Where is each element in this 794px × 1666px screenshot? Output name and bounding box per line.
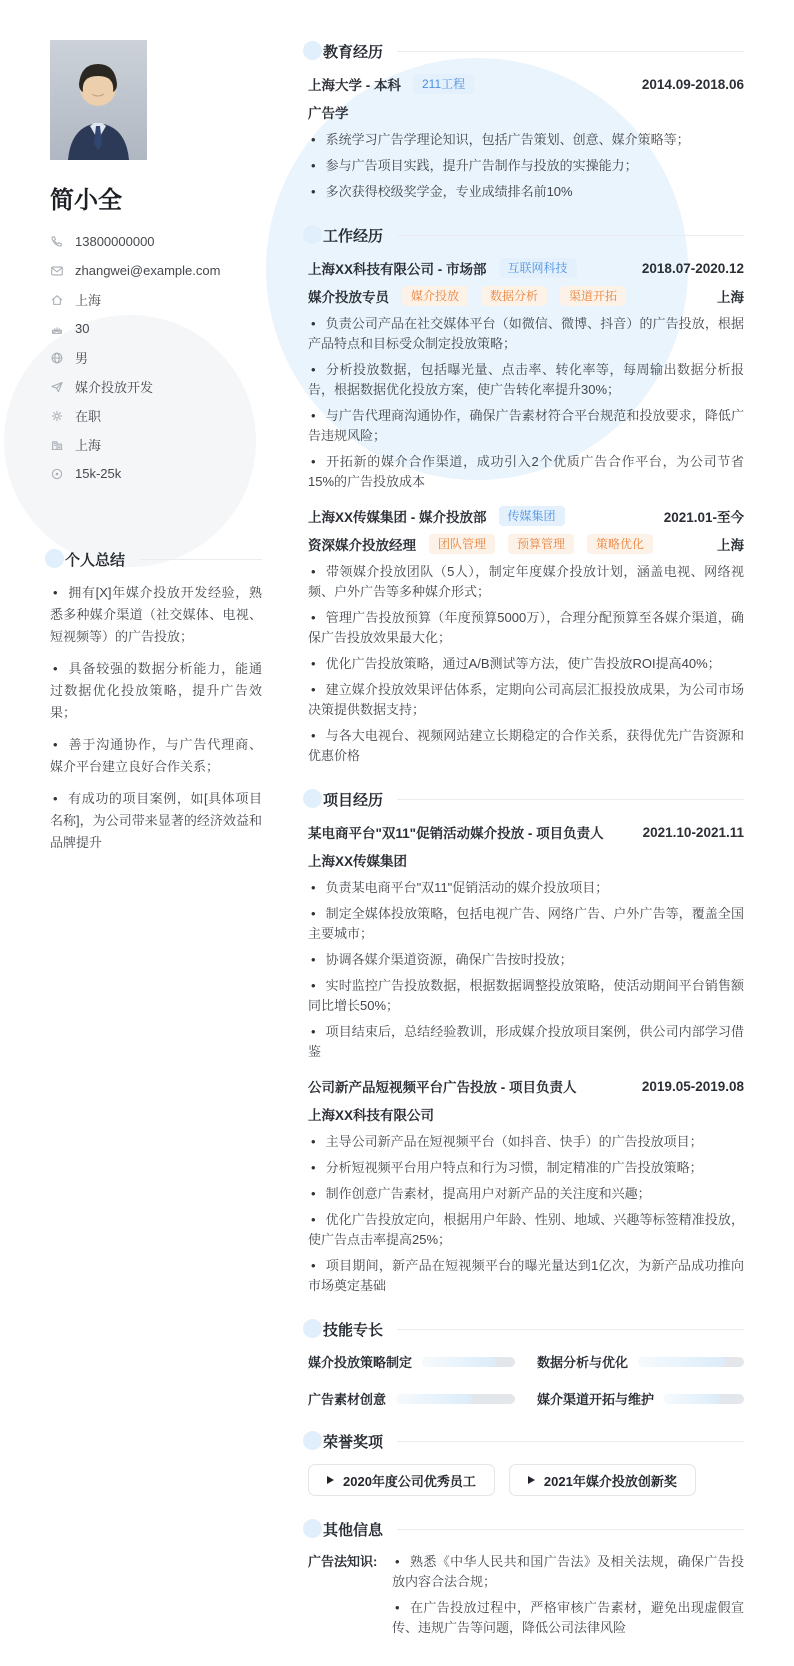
skill-tag-badge: 媒介投放 (402, 286, 468, 306)
section-title: 荣誉奖项 (323, 1433, 384, 1451)
bullet-item: • 参与广告项目实践，提升广告制作与投放的实操能力； (308, 156, 744, 176)
bullet-list (50, 582, 262, 854)
projects-section (308, 788, 744, 1296)
bullet-list (308, 1132, 744, 1296)
contact-value: zhangwei@example.com (75, 263, 221, 278)
bullet-item: • 具备较强的数据分析能力，能通过数据优化投放策略，提升广告效果； (50, 658, 262, 724)
skill-fill (664, 1394, 721, 1404)
bullet-item: • 开拓新的媒介合作渠道，成功引入2个优质广告合作平台，为公司节省15%的广告投放成本 (308, 452, 744, 492)
project-company: 上海XX科技有限公司 (308, 1108, 435, 1123)
contact-item (50, 343, 262, 372)
bullet-item: • 制定全媒体投放策略，包括电视广告、网络广告、户外广告等，覆盖全国主要城市； (308, 904, 744, 944)
bullet-item: • 分析短视频平台用户特点和行为习惯，制定精准的广告投放策略； (308, 1158, 744, 1178)
bullet-list (392, 1552, 744, 1638)
skill-tag-badge: 团队管理 (429, 534, 495, 554)
project-name: 某电商平台"双11"促销活动媒介投放 - 项目负责人 (308, 826, 604, 841)
heading-line (139, 559, 262, 560)
contact-item (50, 256, 262, 285)
industry-badge: 传媒集团 (499, 506, 565, 526)
education-date: 2014.09-2018.06 (641, 76, 744, 92)
bullet-item: • 熟悉《中华人民共和国广告法》及相关法规，确保广告投放内容合法合规； (392, 1552, 744, 1592)
skill-fill (422, 1357, 496, 1367)
bullet-list (308, 562, 744, 766)
skill-tag-badge: 策略优化 (587, 534, 653, 554)
heading-line (397, 51, 744, 52)
contact-value: 30 (75, 321, 90, 336)
skill-item (308, 1389, 515, 1408)
bullet-item: • 带领媒介投放团队（5人），制定年度媒介投放计划，涵盖电视、网络视频、户外广告等多种媒介形式； (308, 562, 744, 602)
section-heading (308, 788, 744, 810)
work-date: 2018.07-2020.12 (641, 260, 744, 276)
work-location: 上海 (717, 538, 744, 553)
other-info-row (308, 1552, 744, 1644)
intention-icon (50, 380, 64, 394)
project-name: 公司新产品短视频平台广告投放 - 项目负责人 (308, 1080, 577, 1095)
bullet-item: • 优化广告投放策略，通过A/B测试等方法，使广告投放ROI提高40%； (308, 654, 744, 674)
work-date: 2021.01-至今 (663, 510, 744, 525)
bullet-item: • 制作创意广告素材，提高用户对新产品的关注度和兴趣； (308, 1184, 744, 1204)
contact-value: 媒介投放开发 (75, 380, 154, 395)
bullet-item: • 实时监控广告投放数据，根据数据调整投放策略，使活动期间平台销售额同比增长50%； (308, 976, 744, 1016)
skill-bar (638, 1357, 744, 1367)
other-bullets (392, 1552, 744, 1644)
skill-tag-badge: 渠道开拓 (560, 286, 626, 306)
skill-bar (396, 1394, 515, 1404)
project-date: 2021.10-2021.11 (642, 824, 744, 840)
skills-section (308, 1318, 744, 1408)
contact-item (50, 372, 262, 401)
section-title: 个人总结 (65, 551, 126, 569)
skill-name: 数据分析与优化 (537, 1355, 629, 1370)
section-heading (50, 548, 262, 570)
education-entry (308, 74, 744, 202)
section-heading (308, 40, 744, 62)
major-name: 广告学 (308, 106, 349, 121)
skill-bar (422, 1357, 515, 1367)
summary-section (50, 548, 262, 854)
project-date: 2019.05-2019.08 (641, 1078, 744, 1094)
bullet-item: • 有成功的项目案例，如[具体项目名称]，为公司带来显著的经济效益和品牌提升 (50, 788, 262, 854)
contact-item (50, 401, 262, 430)
work-entry-head (308, 506, 744, 526)
section-heading (308, 1430, 744, 1452)
project-entry (308, 1076, 744, 1296)
honor-badge (308, 1464, 495, 1496)
gender-icon (50, 351, 64, 365)
project-company: 上海XX传媒集团 (308, 854, 408, 869)
contact-list (50, 227, 262, 488)
bullet-item: • 与各大电视台、视频网站建立长期稳定的合作关系，获得优先广告资源和优惠价格 (308, 726, 744, 766)
section-heading (308, 1318, 744, 1340)
contact-item (50, 227, 262, 256)
skill-name: 广告素材创意 (308, 1392, 387, 1407)
contact-item (50, 459, 262, 488)
bullet-item: • 分析投放数据，包括曝光量、点击率、转化率等，每周输出数据分析报告，根据数据优化投放方案，使广告转化率提升30%； (308, 360, 744, 400)
contact-item (50, 285, 262, 314)
play-icon (327, 1476, 334, 1484)
bullet-item: • 管理广告投放预算（年度预算5000万），合理分配预算至各媒介渠道，确保广告投放效果最大化； (308, 608, 744, 648)
play-icon (528, 1476, 535, 1484)
bullet-item: • 拥有[X]年媒介投放开发经验，熟悉多种媒介渠道（社交媒体、电视、短视频等）的广告投放； (50, 582, 262, 648)
skill-name: 媒介渠道开拓与维护 (537, 1392, 655, 1407)
skill-fill (638, 1357, 725, 1367)
honor-label: 2021年媒介投放创新奖 (543, 1473, 677, 1489)
work-location: 上海 (717, 290, 744, 305)
heading-dot-decoration (303, 1519, 322, 1538)
education-entry-head (308, 74, 744, 94)
section-title: 技能专长 (323, 1321, 384, 1339)
bullet-item: • 负责公司产品在社交媒体平台（如微信、微博、抖音）的广告投放，根据产品特点和目标受众制定投放策略； (308, 314, 744, 354)
work-entry (308, 258, 744, 492)
honor-badge (509, 1464, 696, 1496)
bullet-item: • 协调各媒介渠道资源，确保广告按时投放； (308, 950, 744, 970)
contact-value: 15k-25k (75, 466, 122, 481)
status-icon (50, 409, 64, 423)
skill-fill (396, 1394, 472, 1404)
contact-item (50, 314, 262, 343)
bullet-item: • 系统学习广告学理论知识，包括广告策划、创意、媒介策略等； (308, 130, 744, 150)
school-type-badge: 211工程 (413, 74, 474, 94)
sidebar (50, 40, 262, 864)
bullet-item: • 优化广告投放定向，根据用户年龄、性别、地域、兴趣等标签精准投放，使广告点击率提高25%； (308, 1210, 744, 1250)
section-title: 项目经历 (323, 791, 384, 809)
honors-section (308, 1430, 744, 1496)
job-title: 资深媒介投放经理 (308, 538, 416, 553)
bullet-item: • 多次获得校级奖学金，专业成绩排名前10% (308, 182, 744, 202)
company-name: 上海XX科技有限公司 - 市场部 (308, 262, 487, 277)
project-entries (308, 822, 744, 1296)
bullet-item: • 建立媒介投放效果评估体系，定期向公司高层汇报投放成果，为公司市场决策提供数据支持； (308, 680, 744, 720)
bullet-item: • 善于沟通协作，与广告代理商、媒介平台建立良好合作关系； (50, 734, 262, 778)
salary-icon (50, 467, 64, 481)
contact-value: 上海 (75, 438, 102, 453)
project-entry-head (308, 822, 744, 842)
heading-dot-decoration (303, 225, 322, 244)
honors-list (308, 1464, 744, 1496)
skill-name: 媒介投放策略制定 (308, 1355, 413, 1370)
contact-value: 在职 (75, 409, 102, 424)
bullet-item: • 项目结束后，总结经验教训，形成媒介投放项目案例，供公司内部学习借鉴 (308, 1022, 744, 1062)
main-column (308, 40, 744, 1666)
heading-dot-decoration (303, 789, 322, 808)
skill-item (537, 1352, 744, 1371)
work-section (308, 224, 744, 766)
bullet-item: • 项目期间，新产品在短视频平台的曝光量达到1亿次，为新产品成功推向市场奠定基础 (308, 1256, 744, 1296)
work-entry-subhead (308, 286, 744, 306)
work-entry-subhead (308, 534, 744, 554)
section-title: 教育经历 (323, 43, 384, 61)
contact-value: 13800000000 (75, 234, 155, 249)
section-title: 其他信息 (323, 1521, 384, 1539)
bullet-item: • 在广告投放过程中，严格审核广告素材，避免出现虚假宣传、违规广告等问题，降低公司法律风险 (392, 1598, 744, 1638)
other-section (308, 1518, 744, 1644)
job-title: 媒介投放专员 (308, 290, 389, 305)
email-icon (50, 264, 64, 278)
heading-dot-decoration (45, 549, 64, 568)
bullet-item: • 负责某电商平台"双11"促销活动的媒介投放项目； (308, 878, 744, 898)
bullet-item: • 与广告代理商沟通协作，确保广告素材符合平台规范和投放要求，降低广告违规风险； (308, 406, 744, 446)
heading-line (397, 1329, 744, 1330)
heading-dot-decoration (303, 1431, 322, 1450)
bullet-list (308, 130, 744, 202)
project-entry-head (308, 1076, 744, 1096)
section-title: 工作经历 (323, 227, 384, 245)
phone-icon (50, 235, 64, 249)
profile-photo (50, 40, 147, 160)
heading-line (397, 799, 744, 800)
project-entry (308, 822, 744, 1062)
heading-line (397, 1529, 744, 1530)
work-entry-head (308, 258, 744, 278)
other-info-label: 广告法知识: (308, 1554, 378, 1569)
skills-grid (308, 1352, 744, 1408)
section-heading (308, 1518, 744, 1540)
heading-line (397, 1441, 744, 1442)
section-heading (308, 224, 744, 246)
heading-dot-decoration (303, 41, 322, 60)
skill-tag-badge: 预算管理 (508, 534, 574, 554)
skill-bar (664, 1394, 744, 1404)
heading-dot-decoration (303, 1319, 322, 1338)
candidate-name: 简小全 (50, 187, 122, 214)
skill-item (308, 1352, 515, 1371)
age-icon (50, 322, 64, 336)
contact-item (50, 430, 262, 459)
bullet-list (308, 878, 744, 1062)
skill-item (537, 1389, 744, 1408)
bullet-item: • 主导公司新产品在短视频平台（如抖音、快手）的广告投放项目； (308, 1132, 744, 1152)
heading-line (397, 235, 744, 236)
work-entry (308, 506, 744, 766)
work-entries (308, 258, 744, 766)
company-icon (50, 438, 64, 452)
school-name: 上海大学 - 本科 (308, 78, 401, 93)
summary-body (50, 582, 262, 854)
home-icon (50, 293, 64, 307)
contact-value: 上海 (75, 293, 102, 308)
education-section (308, 40, 744, 202)
contact-value: 男 (75, 351, 89, 366)
company-name: 上海XX传媒集团 - 媒介投放部 (308, 510, 487, 525)
education-entries (308, 74, 744, 202)
honor-label: 2020年度公司优秀员工 (343, 1473, 476, 1489)
skill-tag-badge: 数据分析 (481, 286, 547, 306)
industry-badge: 互联网科技 (499, 258, 577, 278)
bullet-list (308, 314, 744, 492)
